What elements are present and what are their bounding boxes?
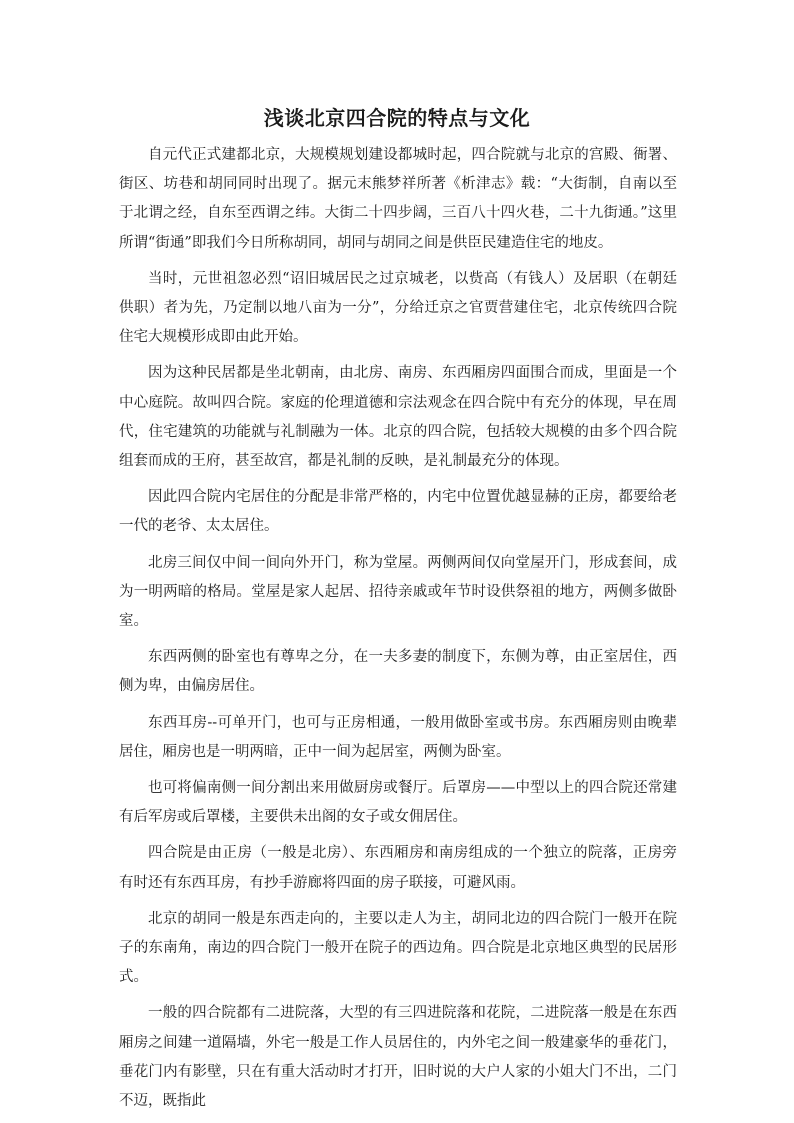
paragraph: 自元代正式建都北京，大规模规划建设都城时起，四合院就与北京的宫殿、衙署、街区、坊巷和胡同同时出现了。据元末熊梦祥所著《析津志》载：“大街制，自南以至于北谓之经，自东至西谓之纬。大街二十四步阔，三百八十四火巷，二十九街通。”这里所谓“街通”即我们今日所称胡同，胡同与胡同之间是供臣民建造住宅的地皮。: [119, 147, 677, 251]
paragraph: 也可将偏南侧一间分割出来用做厨房或餐厅。后罩房——中型以上的四合院还常建有后军房或后罩楼，主要供未出阁的女子或女佣居住。: [119, 780, 677, 826]
paragraph: 北京的胡同一般是东西走向的，主要以走人为主，胡同北边的四合院门一般开在院子的东南角，南边的四合院门一般开在院子的西边角。四合院是北京地区典型的民居形式。: [119, 910, 677, 986]
document-title: 浅谈北京四合院的特点与文化: [263, 106, 531, 130]
paragraph: 一般的四合院都有二进院落，大型的有三四进院落和花院，二进院落一般是在东西厢房之间建一道隔墙，外宅一般是工作人员居住的，内外宅之间一般建豪华的垂花门，垂花门内有影壁，只在有重大活动时才打开，旧时说的大户人家的小姐大门不出，二门不迈，既指此: [119, 1005, 677, 1110]
paragraph: 东西耳房--可单开门，也可与正房相通，一般用做卧室或书房。东西厢房则由晚辈居住，厢房也是一明两暗，正中一间为起居室，两侧为卧室。: [119, 714, 677, 760]
paragraph: 因为这种民居都是坐北朝南，由北房、南房、东西厢房四面围合而成，里面是一个中心庭院。故叫四合院。家庭的伦理道德和宗法观念在四合院中有充分的体现，早在周代，住宅建筑的功能就与礼制融为一体。北京的四合院，包括较大规模的由多个四合院组套而成的王府，甚至故宫，都是礼制的反映，是礼制最充分的体现。: [119, 365, 677, 470]
paragraph: 当时，元世祖忽必烈“诏旧城居民之过京城老，以赀高（有钱人）及居职（在朝廷供职）者为先，乃定制以地八亩为一分”，分给迁京之官贾营建住宅，北京传统四合院住宅大规模形成即由此开始。: [119, 270, 677, 346]
document-body: [119, 141, 677, 1123]
paragraph: 四合院是由正房（一般是北房）、东西厢房和南房组成的一个独立的院落，正房旁有时还有东西耳房，有抄手游廊将四面的房子联接，可避风雨。: [119, 845, 677, 891]
paragraph: 北房三间仅中间一间向外开门，称为堂屋。两侧两间仅向堂屋开门，形成套间，成为一明两暗的格局。堂屋是家人起居、招待亲戚或年节时设供祭祖的地方，两侧多做卧室。: [119, 554, 677, 630]
paragraph: 东西两侧的卧室也有尊卑之分，在一夫多妻的制度下，东侧为尊，由正室居住，西侧为卑，由偏房居住。: [119, 649, 677, 695]
paragraph: 因此四合院内宅居住的分配是非常严格的，内宅中位置优越显赫的正房，都要给老一代的老爷、太太居住。: [119, 489, 677, 535]
